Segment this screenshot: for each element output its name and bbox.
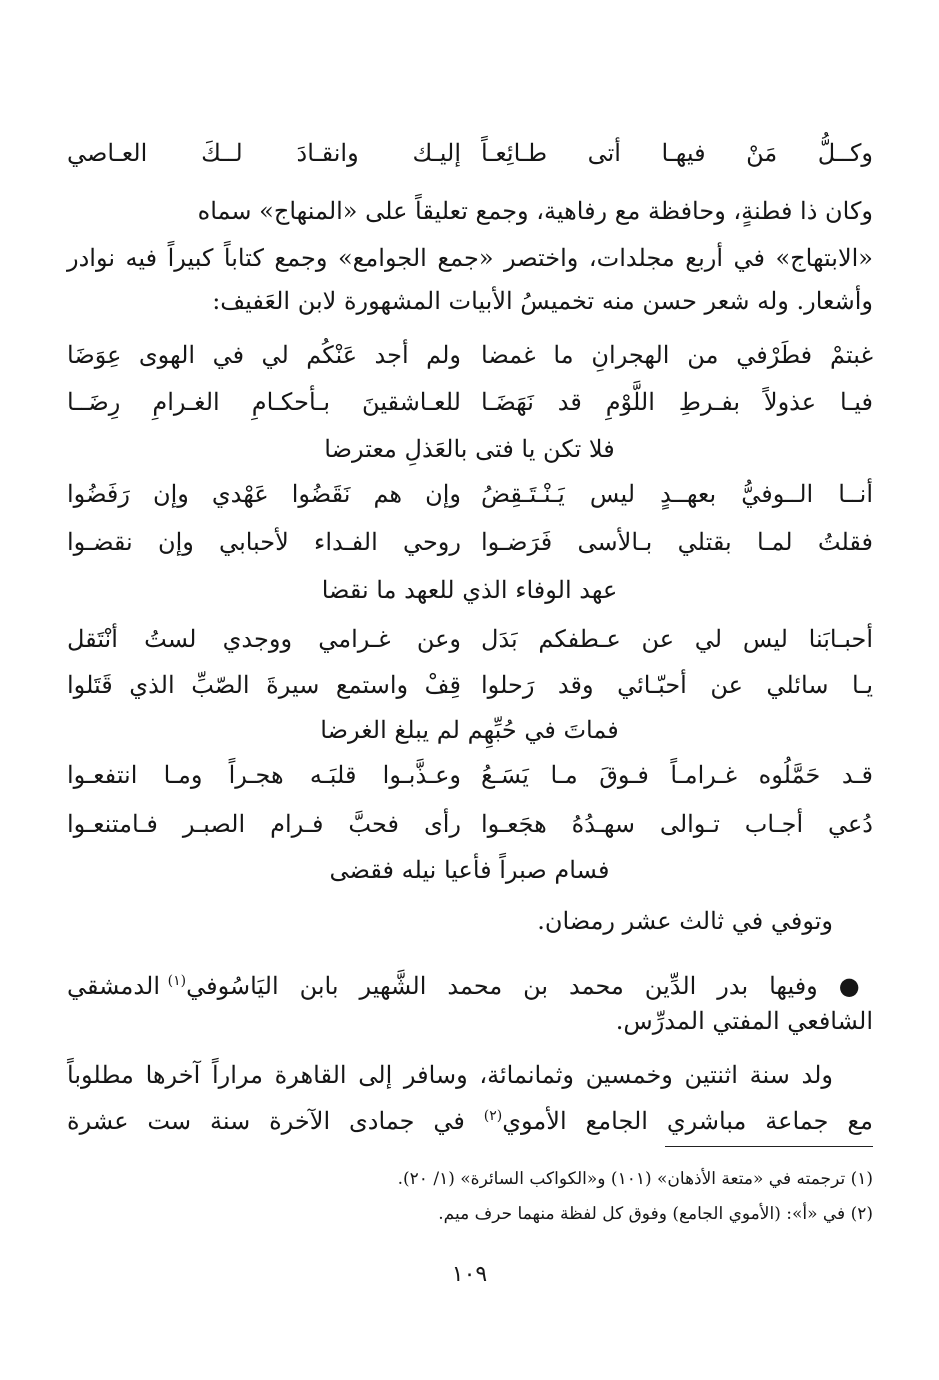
stanza-refrain: فماتَ في حُبِّهِم لم يبلغ الغرضا bbox=[320, 716, 619, 744]
verse-sadr: أنــا الــوفيُّ بعهــدٍ ليس يَـنْـتَـقِضُ bbox=[481, 480, 873, 508]
verse-sadr: غبتمْ فطَرْفي من الهجرانِ ما غمضا bbox=[481, 341, 873, 369]
bullet: ● bbox=[838, 972, 873, 1000]
footnote-ref: (٢) bbox=[483, 1108, 503, 1124]
footnote: (١) ترجمته في «متعة الأذهان» (١٠١) و«الكواكب السائرة» (١/ ٢٠). bbox=[397, 1169, 873, 1189]
verse-sadr: أحبـابَنا ليس لي عن عـطفكم بَدَل bbox=[481, 625, 873, 653]
entry-heading-line: الشافعي المفتي المدرِّس. bbox=[615, 1007, 873, 1035]
stanza-refrain: عهد الوفاء الذي للعهد ما نقضا bbox=[321, 576, 618, 604]
verse-ajuz: قِفْ واستمع سيرةَ الصّبِّ الذي قَتَلوا bbox=[67, 671, 461, 699]
verse-sadr: وكــلُّ مَنْ فيهـا أتى طـائِعـاً bbox=[481, 139, 873, 167]
entry-heading-line bbox=[67, 963, 873, 1004]
stanza-refrain: فلا تكن يا فتى بالعَذلِ معترضا bbox=[324, 435, 615, 463]
verse-ajuz: ولم أجد عَنْكُم لي في الهوى عِوَضَا bbox=[67, 341, 461, 369]
verse-sadr: فيـا عذولاً بفـرطِ اللَّوْمِ قد نَهَضَـا bbox=[481, 388, 873, 416]
paragraph-line: «الابتهاج» في أربع مجلدات، واختصر «جمع الجوامع» وجمع كتاباً كبيراً فيه نوادر bbox=[67, 244, 873, 272]
verse-ajuz: إليـك وانقـادَ لــكَ العـاصي bbox=[67, 139, 461, 167]
verse-ajuz: روحي الفـداء لأحبابي وإن نقضـوا bbox=[67, 528, 461, 556]
paragraph-line: وكان ذا فطنةٍ، وحافظة مع رفاهية، وجمع تعليقاً على «المنهاج» سماه bbox=[197, 197, 873, 225]
paragraph-line: مع جماعة مباشري الجامع الأموي$^{(٢)}$ في جمادى الآخرة سنة ست عشرة bbox=[67, 1107, 873, 1135]
verse-ajuz: رأى فحبَّ فـرام الصبـر فـامتنعـوا bbox=[67, 810, 461, 838]
verse-sadr: دُعي أجـاب تـوالى سهـدُهُ هجَعـوا bbox=[481, 810, 873, 838]
page-number: ١٠٩ bbox=[451, 1262, 488, 1287]
verse-sadr: فقلتُ لمـا بقتلي بـالأسى فَرَضـوا bbox=[481, 528, 873, 556]
verse-ajuz: للعـاشقينَ بـأحكـامِ الغـرامِ رِضَــا bbox=[67, 388, 461, 416]
entry-name: وفيها بدر الدِّين محمد بن محمد الشَّهير بابن اليَاسُوفي bbox=[186, 972, 818, 1000]
death-date-line: وتوفي في ثالث عشر رمضان. bbox=[537, 907, 833, 935]
verse-ajuz: وإن هم نَقَضُوا عَهْدي وإن رَفَضُوا bbox=[67, 480, 461, 508]
paragraph-line: ولد سنة اثنتين وخمسين وثمانمائة، وسافر إلى القاهرة مراراً آخرها مطلوباً bbox=[67, 1061, 833, 1089]
verse-ajuz: وعـذَّبـوا قلبَـه هجـراً ومـا انتفعـوا bbox=[67, 761, 461, 789]
footnote-separator bbox=[665, 1146, 873, 1147]
entry-nisba: الدمشقي bbox=[67, 972, 160, 1000]
footnote: (٢) في «أ»: (الأموي الجامع) وفوق كل لفظة منهما حرف ميم. bbox=[438, 1204, 873, 1224]
stanza-refrain: فسام صبراً فأعيا نيله فقضى bbox=[329, 856, 610, 884]
paragraph-line: وأشعار. وله شعر حسن منه تخميسُ الأبيات المشهورة لابن العَفيف: bbox=[212, 287, 873, 315]
verse-sadr: يـا سائلي عن أحبّـائي وقد رَحلوا bbox=[481, 671, 873, 699]
verse-sadr: قـد حَمَّلُوه غـرامـاً فـوقَ مـا يَسَـعُ bbox=[481, 761, 873, 789]
footnote-ref: (١) bbox=[167, 973, 187, 989]
verse-ajuz: وعن غـرامي ووجدي لستُ أنْتَقل bbox=[67, 625, 461, 653]
